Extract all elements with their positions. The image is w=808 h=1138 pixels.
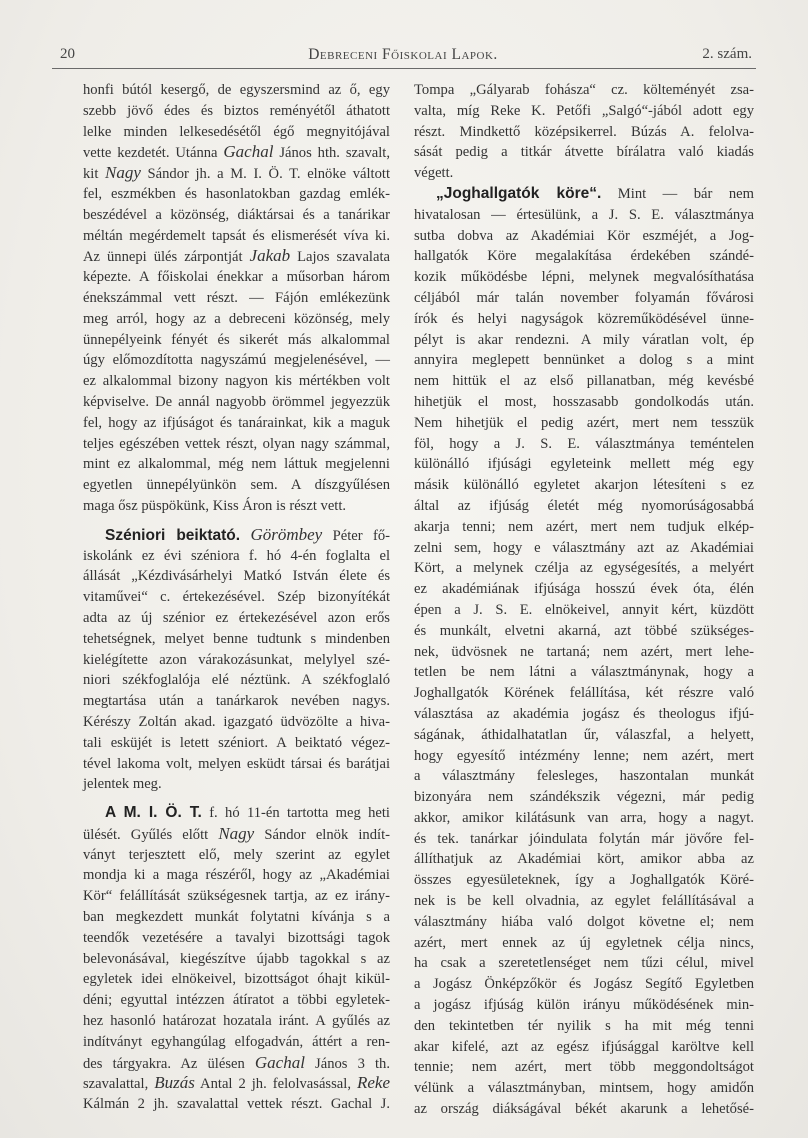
section-szeniori: [83, 525, 390, 795]
text-line: adta az új szénior ez értekezésével azon erős: [83, 609, 390, 626]
text-line: sását pedig a titkár átvette bírálatra való kiadás: [414, 144, 754, 161]
text-line: hivatalosan — értesülünk, a J. S. E. választmánya: [414, 206, 754, 223]
text-line: ványt terjesztett elő, mely szerint az egylet: [83, 846, 390, 863]
text-line: énekszámmal vett részt. — Fájón emlékezünk: [83, 289, 390, 306]
text-line: egyetlen ünnepélyünkön sem. A díszgyűlésen: [83, 477, 390, 494]
text-line: állíthatjuk az Akadémiai kört, amikor abba az: [414, 851, 754, 868]
text-line: ez akadémiának ifjúsága hosszú évek óta, élén: [414, 581, 754, 598]
text-line: hez hasonló határozat hozatala iránt. A gyűlés az: [83, 1013, 390, 1030]
text-line: indítványt egyhangúlag elfogadván, áttért a ren-: [83, 1033, 390, 1050]
text-line: ülését. Gyűlés előtt Nagy Sándor elnök indít-: [83, 823, 390, 843]
right-intro-paragraph: [414, 80, 754, 184]
text-line: teljes egészében vettek részt, olyan nagy számmal,: [83, 435, 390, 452]
section-first-line: [83, 525, 390, 546]
text-line: kit Nagy Sándor jh. a M. I. Ö. T. elnöke váltott: [83, 163, 390, 183]
text-line: egyletek idei elnökeivel, bizottságot óhajt kikül-: [83, 971, 390, 988]
text-line: akar kifelé, azt az egész ifjúsággal karöltve kell: [414, 1038, 754, 1055]
text-line: sutba dobva az Akadémiai Kör eszméjét, a Jog-: [414, 227, 754, 244]
text-line: különálló ifjúsági egyleteink mellett még egy: [414, 456, 754, 473]
section-body: [414, 205, 754, 1120]
issue-number: 2. szám.: [702, 46, 752, 62]
text-line: céljából már talán november folyamán fővárosi: [414, 289, 754, 306]
italic-name: Gachal: [254, 1052, 305, 1072]
text-line: Joghallgatók Körének felállítása, két részre való: [414, 685, 754, 702]
text-line: fel, hogy az ifjúságot és tanárainkat, kik a maguk: [83, 414, 390, 431]
text-line: épen a J. S. E. elnökeivel, annyit kért, küzdött: [414, 601, 754, 618]
text-line: iskolánk ez évi széniora f. hó 4-én foglalta el: [83, 547, 390, 564]
text-line: képviselve. De annál nagyobb örömmel jegyezzük: [83, 393, 390, 410]
text-line: tennie; nem azért, mert több meggondoltságot: [414, 1059, 754, 1076]
text-line: annyira meglepett bennünket a dolog s a mint: [414, 352, 754, 369]
text-line: bizonyára nem szándékszik végezni, már pedig: [414, 789, 754, 806]
text-line: teendők vezetésére a tavalyi bizottsági tagok: [83, 929, 390, 946]
section-first-line: [414, 184, 754, 205]
italic-name: Reke: [356, 1073, 390, 1093]
text-line: maga ősz püspökünk, Kiss Áron is részt vett.: [83, 497, 347, 514]
text-line: ságának, áthidalhatatlan űr, válaszfal, a helyett,: [414, 726, 754, 743]
heading-line-text: Mint — bár nem: [617, 185, 754, 202]
text-line: tehetségnek, melyet benne tudtunk s mindenben: [83, 630, 390, 647]
text-line: méltán megérdemelt tapsát és elismerését víva ki.: [83, 227, 390, 244]
text-line: részt. Mindkettő középsikerrel. Búzás A. felolva-: [414, 123, 754, 140]
text-line: és munkált, elvetni akarná, azt többé szükséges-: [414, 622, 754, 639]
text-line: föl, hogy a J. S. E. választmánya teméntelen: [414, 435, 754, 452]
text-line: és tek. tanárkar jóindulata folytán már jövőre fel-: [414, 830, 754, 847]
section-heading: A M. I. Ö. T.: [105, 804, 202, 822]
text-line: hihetjük el most, hosszasabb gondolkodás után.: [414, 393, 754, 410]
heading-line-text: f. hó 11-én tartotta meg heti: [209, 805, 390, 822]
text-line: szavalattal, Buzás Antal 2 jh. felolvasással, Reke: [83, 1073, 390, 1093]
left-column: [83, 80, 390, 1115]
text-line: végett.: [414, 165, 454, 182]
text-line: mondja ki a maga részéről, hogy az „Akadémiai: [83, 867, 390, 884]
text-line: hallgatók Köre megalakítása érdekében szándé-: [414, 248, 754, 265]
section-body: [83, 824, 390, 1115]
italic-name: Nagy: [218, 823, 255, 843]
text-line: Nem hihetjük el pedig azért, mert nem tesszük: [414, 414, 754, 431]
text-line: írók és helyi nagyságok közreműködésével ünne-: [414, 310, 754, 327]
text-line: lelke minden lelkesedésétől égő megnyitójával: [83, 123, 390, 140]
text-line: akkor, amikor kilátásunk van arra, hogy a nagyt.: [414, 809, 754, 826]
section-miot: [83, 803, 390, 1115]
text-line: des tárgyakra. Az ülésen Gachal János 3 th.: [83, 1052, 391, 1072]
text-line: Kört, a melynek czélja az egységesítés, a melyért: [414, 560, 754, 577]
text-line: beszédével a közönség, diáktársai és a tanárikar: [83, 206, 390, 223]
text-line: jelentek meg.: [83, 776, 162, 793]
text-line: vitaművei“ c. értekezésével. Szép bizonyítékát: [83, 589, 390, 606]
text-line: niori székfoglalója elé néztünk. A székfoglaló: [83, 672, 390, 689]
text-line: úgy előmozdította nagyszámú megjelenésével, —: [83, 352, 390, 369]
text-line: tetlen be nem látni a választmánynak, hogy a: [414, 664, 754, 681]
section-joghallgatok: [414, 184, 754, 1120]
text-line: a Jogász Önképzőkör és Jogász Segítő Egyletben: [414, 976, 754, 993]
text-line: megtartása után a tanárkarok nevében nagys.: [83, 693, 390, 710]
text-line: szebb jövő édes és biztos reményétől áthatott: [83, 102, 390, 119]
text-line: den tekintetben tér nyilik s ha mit még tenni: [414, 1017, 754, 1034]
section-first-line: [83, 803, 390, 824]
page-number: 20: [60, 46, 75, 62]
text-line: mint ez alkalommal, még nem láttuk megjelenni: [83, 456, 390, 473]
text-line: Tompa „Gályarab fohásza“ cz. költeményét zsa-: [414, 82, 754, 98]
italic-name: Gachal: [223, 142, 274, 162]
text-line: tali esküjét is letett széniort. A beiktató végez-: [83, 734, 390, 751]
italic-name: Jakab: [249, 246, 291, 266]
text-line: ünnepélyeink fényét és sikerét más alkalommal: [83, 331, 390, 348]
text-line: kozik működésbe lépni, melynek megvalósíthatása: [414, 269, 754, 286]
text-line: választmány hiába való dolgot követne el; nem: [414, 913, 754, 930]
text-line: belevonásával, kiegészítve újabb tagokkal s az: [83, 950, 390, 967]
text-line: Kálmán 2 jh. szavalattal vettek részt. Gachal J.: [83, 1096, 390, 1113]
text-line: Az ünnepi ülés zárpontját Jakab Lajos szavalata: [83, 246, 390, 266]
italic-name: Buzás: [154, 1073, 195, 1093]
left-intro-paragraph: [83, 80, 390, 517]
text-line: hogy egyesítő intézmény lenne; nem azért, mert: [414, 747, 754, 764]
text-line: fel, eszmékben és hasonlatokban gazdag emlék-: [83, 185, 390, 202]
text-line: azért, mert ennek az új egyletnek célja nincs,: [414, 934, 754, 951]
text-line: választása az akadémia jogász és theologus ifjú-: [414, 705, 754, 722]
text-line: a választmány felesleges, haszontalan munkát: [414, 768, 754, 785]
right-column: [414, 80, 754, 1120]
text-line: déni; egyuttal intézzen átíratot a többi egyletek-: [83, 992, 390, 1009]
heading-line-text: Péter fő-: [332, 527, 390, 544]
section-body: [83, 546, 390, 796]
text-line: nek, üdvösnek ne tartaná; nem azért, mert lehe-: [414, 643, 754, 660]
text-line: nem hittük el az első pillanatban, még kevésbé: [414, 373, 754, 390]
text-line: nek is be kell olvadnia, az egylet felállításával a: [414, 893, 754, 910]
text-line: akarja tenni; nem azért, mert nem tudjuk elkép-: [414, 518, 754, 535]
text-line: által az ifjúság életét még nyomorúságosabbá: [414, 497, 754, 514]
text-line: Kérészy Zoltán akad. igazgató üdvözölte a hiva-: [83, 713, 390, 730]
text-line: képezte. A főiskolai énekkar a műsorban három: [83, 269, 390, 286]
text-line: zelni sem, hogy e választmány azt az Akadémiai: [414, 539, 754, 556]
text-line: valta, míg Reke K. Petőfi „Salgó“-jából adott egy: [414, 102, 754, 119]
text-line: meg arról, hogy az a debreceni közönség, mely: [83, 310, 390, 327]
text-line: állását „Kézdivásárhelyi Matkó István élete és: [83, 568, 390, 585]
text-line: pélyt is akar rendezni. A mily váratlan volt, ép: [414, 331, 754, 348]
text-line: az ország diákságával békét akarunk a lehetősé-: [414, 1101, 754, 1118]
section-heading: Széniori beiktató.: [105, 526, 241, 544]
text-line: ban megkezdett munkát folytatni kívánja s a: [83, 909, 390, 926]
text-line: honfi bútól kesergő, de egyszersmind az ő, egy: [83, 82, 390, 98]
text-line: tével lakoma volt, melyen esküdt társai és barátjai: [83, 755, 390, 772]
text-line: összes egyesületeknek, így a Joghallgatók Köré-: [414, 872, 754, 889]
page-header: [52, 44, 754, 66]
text-line: vélünk a választmányban, mintsem, hogy amidőn: [414, 1080, 754, 1097]
text-line: ez alkalommal bizony nagyon kis mértékben volt: [83, 373, 390, 390]
text-line: vette kezdetét. Utánna Gachal János hth. szavalt,: [83, 142, 390, 162]
italic-name: Görömbey: [250, 524, 323, 544]
text-line: Kör“ felállítását szükségesnek tartja, az ez irány-: [83, 888, 390, 905]
text-line: kielégítette azon várakozásunkat, melylyel szé-: [83, 651, 390, 668]
text-line: ha csak a szeretetlenséget nem tűzi célul, mivel: [414, 955, 754, 972]
text-line: a jogász ifjúság külön irányu működésének min-: [414, 997, 754, 1014]
journal-title: Debreceni Főiskolai Lapok.: [308, 46, 498, 63]
italic-name: Nagy: [105, 163, 141, 183]
text-line: másik különálló egyletet akarjon létesíteni s ez: [414, 477, 754, 494]
header-rule: [52, 68, 756, 69]
section-heading: „Joghallgatók köre“.: [436, 184, 602, 202]
